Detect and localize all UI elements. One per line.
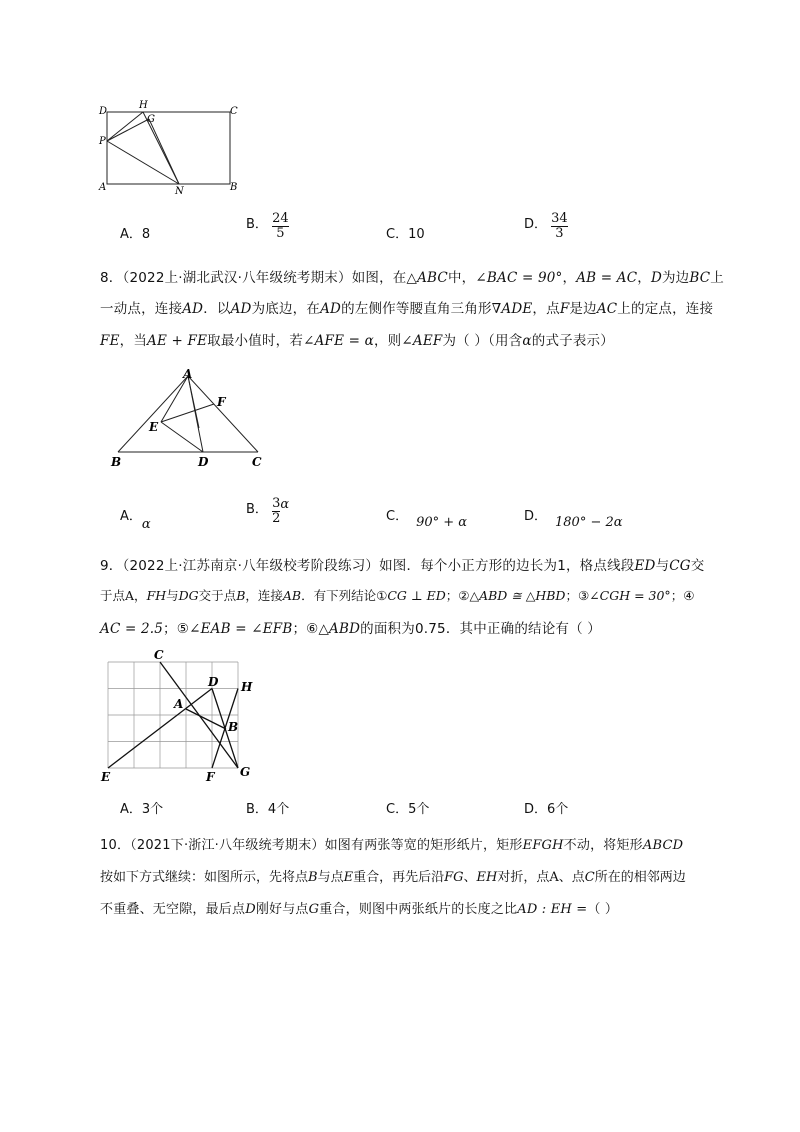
q10-line-1: 10．（2021下·浙江·八年级统考期末）如图有两张等宽的矩形纸片，矩形EFGH不动，将矩形ABCD [100, 838, 684, 853]
option-prefix: D． [524, 509, 548, 524]
q8-option-a[interactable] [120, 509, 151, 532]
q8-line-1: 8．（2022上·湖北武汉·八年级统考期末）如图，在△ABC中，∠BAC = 90°，AB = AC，D为边BC上 [100, 270, 724, 286]
segment-ae [161, 376, 188, 422]
q8-option-b[interactable]: B． $\frac{3}{2}$ α [246, 496, 290, 526]
q7-option-a[interactable] [120, 228, 150, 241]
label-e: E [149, 420, 159, 434]
q9-line-1: 9．（2022上·江苏南京·八年级校考阶段练习）如图．每个小正方形的边长为1，格点线段ED与CG交 [100, 558, 705, 574]
q7-option-b[interactable] [246, 212, 289, 240]
label-a: A [183, 367, 193, 381]
option-prefix: B． [246, 216, 268, 232]
label-c: C [252, 455, 262, 469]
q8-line-3: FE，当AE + FE取最小值时，若∠AFE = α，则∠AEF为（ ）（用含α的式子表示） [100, 333, 614, 349]
q9-option-d[interactable]: D．6个 [524, 802, 569, 817]
figure-q9-grid [98, 644, 260, 782]
segment-ae-aux [188, 376, 199, 428]
q10-source: （2021下·浙江·八年级统考期末） [130, 838, 325, 853]
label-e: E [101, 770, 111, 782]
q7-option-c[interactable] [386, 228, 425, 241]
q10-line-2: 按如下方式继续：如图所示，先将点B与点E重合，再先后沿FG、EH对折，点A、点C所在的相邻两边 [100, 870, 686, 885]
label-c: C [154, 648, 164, 662]
segment-ac [188, 376, 258, 452]
label-h: H [241, 680, 253, 694]
label-d: D [198, 455, 209, 469]
q9-option-a[interactable]: A．3个 [120, 802, 164, 817]
q9-option-b[interactable]: B．4个 [246, 802, 290, 817]
option-value: α [141, 517, 151, 532]
option-prefix: C． [386, 509, 409, 524]
q9-line-3: AC = 2.5；⑤∠EAB = ∠EFB；⑥△ABD的面积为0.75．其中正确的结论有（ ） [100, 621, 602, 637]
label-g: G [147, 114, 155, 125]
option-prefix: B． [246, 501, 268, 517]
label-a: A [99, 182, 107, 193]
q8-option-c[interactable] [386, 509, 468, 530]
q8-option-d[interactable] [524, 509, 623, 530]
fraction-3-2: $\frac{3}{2}$ [272, 496, 281, 526]
q7-option-d[interactable] [524, 212, 568, 240]
q8-source: （2022上·湖北武汉·八年级统考期末） [122, 270, 352, 286]
q9-source: （2022上·江苏南京·八年级校考阶段练习） [122, 558, 380, 574]
label-p: P [99, 136, 106, 147]
option-prefix: C． [386, 227, 409, 242]
rect-abcd [107, 112, 230, 184]
label-b: B [230, 182, 238, 193]
label-b: B [111, 455, 122, 469]
label-g: G [240, 765, 251, 779]
option-prefix: A． [120, 227, 142, 242]
figure-q7-rectangle [96, 96, 246, 200]
label-f: F [206, 770, 215, 782]
label-c: C [230, 106, 238, 117]
segment-ab [118, 376, 188, 452]
segment-ed [161, 422, 203, 452]
label-a: A [174, 697, 184, 711]
option-prefix: D． [524, 216, 548, 232]
label-h: H [139, 100, 148, 111]
q9-line-2: 于点A，FH与DG交于点B，连接AB．有下列结论①CG ⊥ ED；②△ABD ≅ △HBD；③∠CGH = 30°；④ [100, 588, 695, 603]
option-prefix: A． [120, 509, 142, 524]
segment-ef [161, 404, 214, 422]
q10-line-3: 不重叠、无空隙，最后点D刚好与点G重合，则图中两张纸片的长度之比AD : EH =（ ） [100, 902, 619, 917]
label-n: N [175, 186, 184, 197]
option-value: 90° + α [416, 515, 468, 530]
q8-line-2: 一动点，连接AD．以AD为底边，在AD的左侧作等腰直角三角形∇ADE，点F是边AC上的定点，连接 [100, 301, 714, 317]
segment-ph [107, 112, 143, 141]
label-f: F [217, 395, 226, 409]
label-d: D [208, 675, 219, 689]
fraction-24-5: $\frac{24}{5}$ [272, 211, 289, 241]
segment-pg [107, 119, 149, 141]
label-d: D [99, 106, 108, 117]
figure-q8-triangle [108, 366, 270, 470]
grid-lines [108, 662, 238, 768]
option-value: 180° − 2α [555, 515, 623, 530]
option-value: 10 [408, 227, 425, 242]
label-b: B [228, 720, 239, 734]
option-value: 8 [141, 227, 151, 242]
fraction-34-3: $\frac{34}{3}$ [551, 211, 568, 241]
q9-option-c[interactable]: C．5个 [386, 802, 430, 817]
